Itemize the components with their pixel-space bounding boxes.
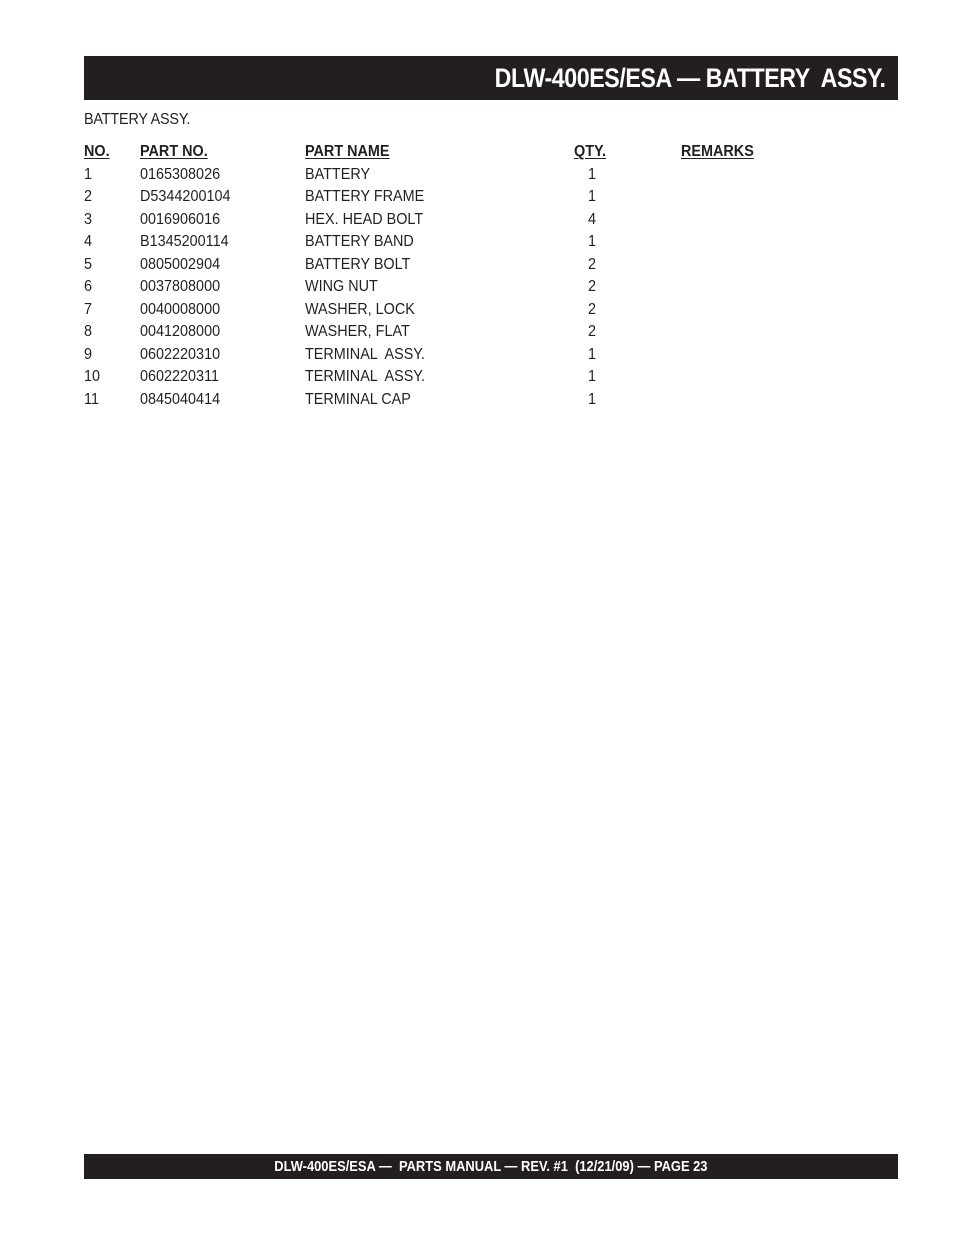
table-row xyxy=(84,344,784,367)
table-row xyxy=(84,209,784,232)
cell-no: 7 xyxy=(84,300,93,318)
cell-no: 8 xyxy=(84,323,93,340)
cell-part-no: 0602220310 xyxy=(140,345,221,363)
table-row xyxy=(84,366,784,389)
cell-part-name: TERMINAL ASSY. xyxy=(305,368,426,385)
table-row xyxy=(84,389,784,412)
page-title: DLW-400ES/ESA — BATTERY ASSY. xyxy=(495,62,886,93)
cell-part-no: 0805002904 xyxy=(140,255,221,273)
cell-part-name: BATTERY BAND xyxy=(305,233,414,250)
cell-qty: 1 xyxy=(588,188,597,205)
table-header-row xyxy=(84,141,784,164)
cell-part-no: B1345200114 xyxy=(140,233,229,250)
cell-part-no: D5344200104 xyxy=(140,188,231,205)
cell-qty: 1 xyxy=(588,390,597,408)
column-header-remarks: REMARKS xyxy=(681,143,754,160)
table-row xyxy=(84,254,784,277)
section-label: BATTERY ASSY. xyxy=(84,111,191,128)
cell-qty: 1 xyxy=(588,345,597,363)
column-header-qty: QTY. xyxy=(574,143,607,160)
cell-no: 11 xyxy=(84,390,99,408)
cell-qty: 1 xyxy=(588,165,597,183)
cell-part-name: BATTERY BOLT xyxy=(305,255,411,273)
cell-qty: 2 xyxy=(588,255,597,273)
cell-part-no: 0602220311 xyxy=(140,368,220,385)
table-row xyxy=(84,164,784,187)
cell-part-no: 0845040414 xyxy=(140,390,221,408)
cell-no: 1 xyxy=(84,165,93,183)
cell-no: 3 xyxy=(84,210,93,228)
cell-part-no: 0165308026 xyxy=(140,165,221,183)
cell-qty: 2 xyxy=(588,278,597,295)
cell-qty: 1 xyxy=(588,233,597,250)
cell-part-name: WASHER, FLAT xyxy=(305,323,410,340)
cell-part-name: BATTERY xyxy=(305,165,371,183)
table-row xyxy=(84,186,784,209)
cell-no: 10 xyxy=(84,368,101,385)
cell-part-name: WASHER, LOCK xyxy=(305,300,415,318)
cell-part-name: WING NUT xyxy=(305,278,378,295)
cell-no: 9 xyxy=(84,345,93,363)
cell-no: 4 xyxy=(84,233,93,250)
cell-part-name: BATTERY FRAME xyxy=(305,188,425,205)
footer-text: DLW-400ES/ESA — PARTS MANUAL — REV. #1 (12/21/09) — PAGE 23 xyxy=(274,1158,708,1175)
table-row xyxy=(84,231,784,254)
cell-qty: 2 xyxy=(588,300,597,318)
cell-part-no: 0041208000 xyxy=(140,323,221,340)
column-header-no: NO. xyxy=(84,143,110,160)
cell-no: 5 xyxy=(84,255,93,273)
cell-part-name: TERMINAL CAP xyxy=(305,390,411,408)
column-header-part-no: PART NO. xyxy=(140,143,208,160)
cell-part-no: 0037808000 xyxy=(140,278,221,295)
table-row xyxy=(84,276,784,299)
cell-part-no: 0040008000 xyxy=(140,300,221,318)
title-bar xyxy=(84,56,898,100)
table-row xyxy=(84,321,784,344)
cell-part-name: TERMINAL ASSY. xyxy=(305,345,426,363)
cell-part-name: HEX. HEAD BOLT xyxy=(305,210,424,228)
cell-part-no: 0016906016 xyxy=(140,210,221,228)
table-row xyxy=(84,299,784,322)
column-header-part-name: PART NAME xyxy=(305,143,390,160)
cell-qty: 1 xyxy=(588,368,597,385)
cell-no: 2 xyxy=(84,188,93,205)
cell-qty: 4 xyxy=(588,210,597,228)
cell-no: 6 xyxy=(84,278,93,295)
parts-table xyxy=(84,141,784,411)
cell-qty: 2 xyxy=(588,323,597,340)
footer-bar xyxy=(84,1154,898,1179)
